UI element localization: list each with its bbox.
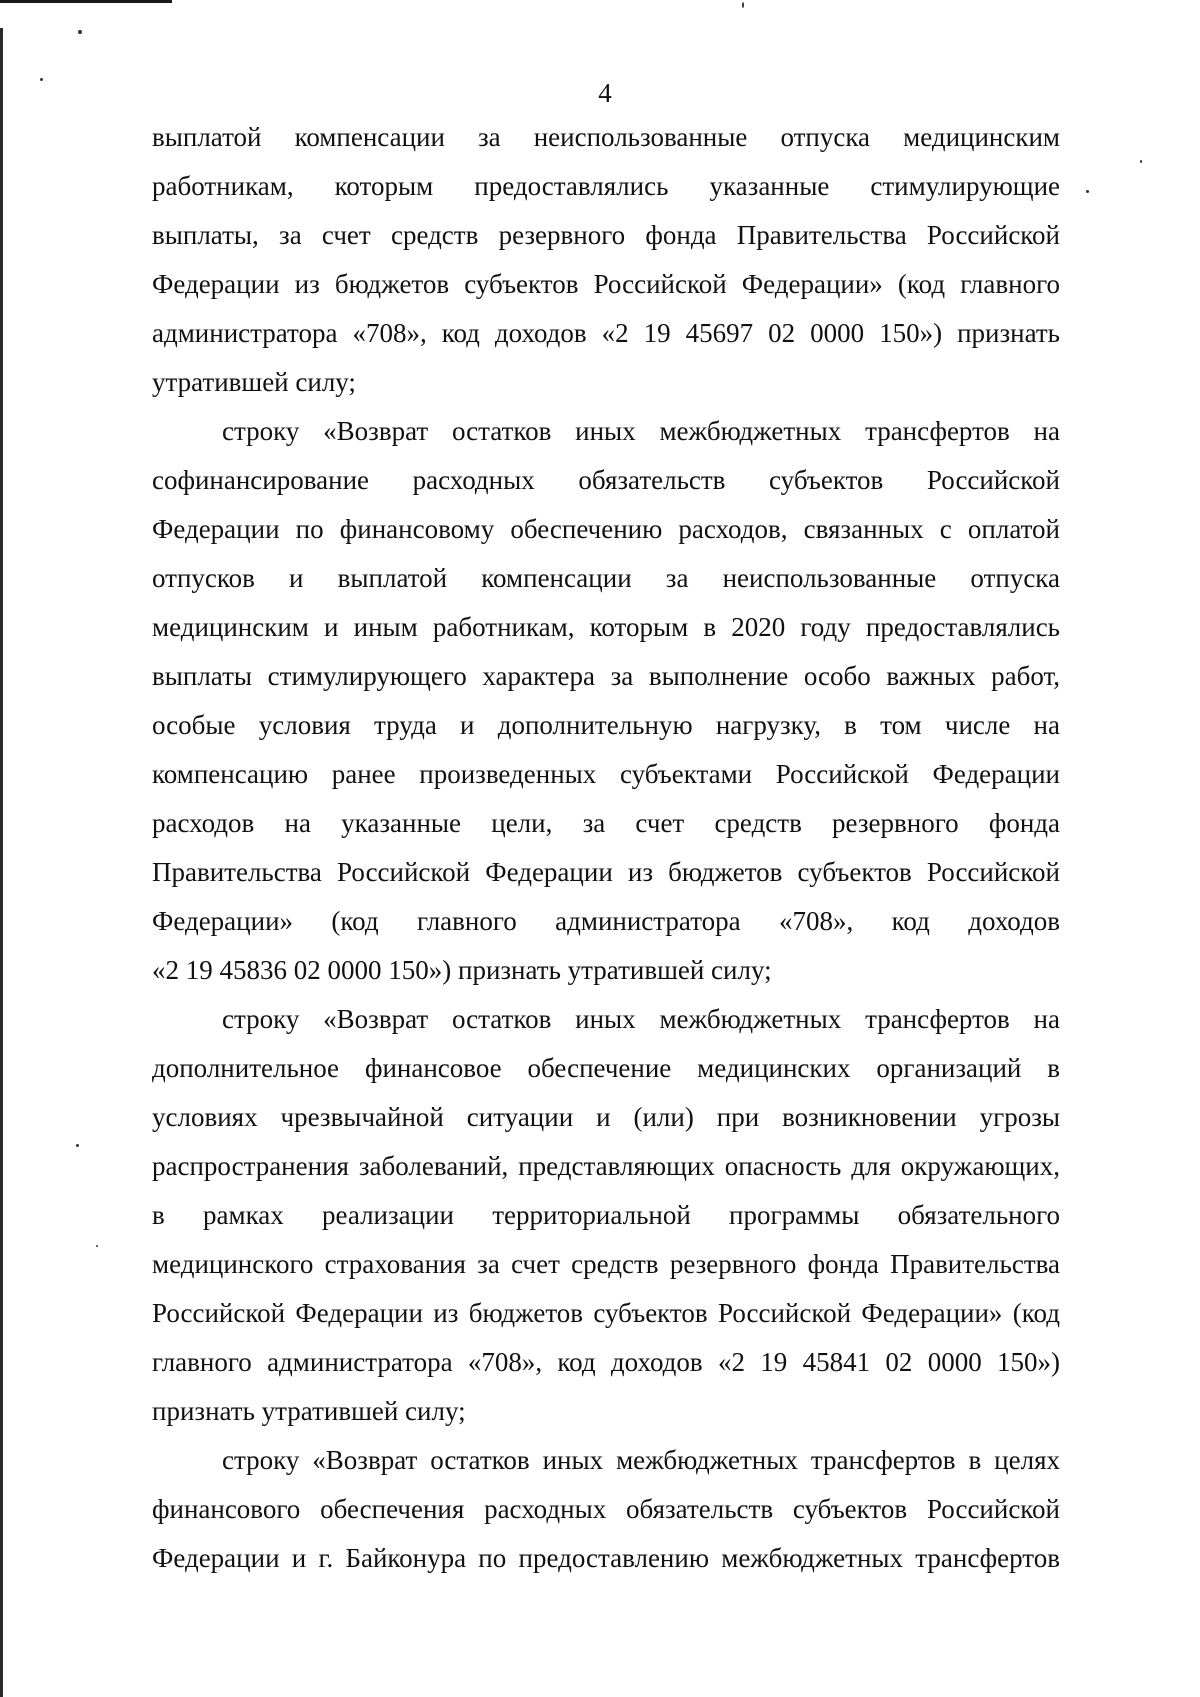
scan-speck — [742, 2, 744, 8]
text-line: Федерации по финансовому обеспечению расходов, связанных с оплатой — [152, 514, 1060, 544]
text-line: выплатой компенсации за неиспользованные отпуска медицинским — [152, 122, 1060, 152]
text-line: в рамках реализации территориальной программы обязательного — [152, 1200, 1060, 1230]
text-line: отпусков и выплатой компенсации за неиспользованные отпуска — [152, 563, 1060, 593]
paragraph-3 — [152, 995, 1060, 1436]
text-line: утратившей силу; — [152, 367, 356, 397]
text-line: администратора «708», код доходов «2 19 45697 02 0000 150») признать — [152, 318, 1060, 348]
text-line: признать утратившей силу; — [152, 1396, 466, 1426]
paragraph-1 — [152, 113, 1060, 407]
paragraph-2 — [152, 407, 1060, 995]
scan-speck — [78, 30, 82, 34]
text-line: строку «Возврат остатков иных межбюджетных трансфертов на — [222, 416, 1060, 446]
document-body — [152, 113, 1060, 1583]
text-line: расходов на указанные цели, за счет средств резервного фонда — [152, 808, 1060, 838]
text-line: строку «Возврат остатков иных межбюджетных трансфертов на — [222, 1004, 1060, 1034]
text-line: строку «Возврат остатков иных межбюджетных трансфертов в целях — [222, 1445, 1060, 1475]
scan-edge-left — [0, 28, 3, 1697]
text-line: «2 19 45836 02 0000 150») признать утратившей силу; — [152, 955, 772, 985]
text-line: финансового обеспечения расходных обязательств субъектов Российской — [152, 1494, 1060, 1524]
text-line: дополнительное финансовое обеспечение медицинских организаций в — [152, 1053, 1060, 1083]
scan-edge-top — [0, 0, 172, 3]
text-line: главного администратора «708», код доходов «2 19 45841 02 0000 150») — [152, 1347, 1060, 1377]
scan-speck — [96, 1245, 98, 1247]
text-line: выплаты стимулирующего характера за выполнение особо важных работ, — [152, 661, 1060, 691]
text-line: медицинского страхования за счет средств резервного фонда Правительства — [152, 1249, 1060, 1279]
text-line: Российской Федерации из бюджетов субъектов Российской Федерации» (код — [152, 1298, 1060, 1328]
text-line: компенсацию ранее произведенных субъектами Российской Федерации — [152, 759, 1060, 789]
scan-speck — [1086, 190, 1089, 193]
text-line: Федерации из бюджетов субъектов Российской Федерации» (код главного — [152, 269, 1060, 299]
text-line: Правительства Российской Федерации из бюджетов субъектов Российской — [152, 857, 1060, 887]
page-number: 4 — [598, 78, 612, 108]
scan-speck — [76, 1144, 79, 1147]
text-line: медицинским и иным работникам, которым в 2020 году предоставлялись — [152, 612, 1060, 642]
paragraph-4 — [152, 1436, 1060, 1583]
text-line: распространения заболеваний, представляющих опасность для окружающих, — [152, 1151, 1060, 1181]
scan-speck — [1140, 160, 1142, 163]
text-line: особые условия труда и дополнительную нагрузку, в том числе на — [152, 710, 1060, 740]
text-line: условиях чрезвычайной ситуации и (или) при возникновении угрозы — [152, 1102, 1060, 1132]
text-line: Федерации и г. Байконура по предоставлению межбюджетных трансфертов — [152, 1543, 1060, 1573]
text-line: софинансирование расходных обязательств субъектов Российской — [152, 465, 1060, 495]
text-line: Федерации» (код главного администратора «708», код доходов — [152, 906, 1060, 936]
text-line: работникам, которым предоставлялись указанные стимулирующие — [152, 171, 1060, 201]
text-line: выплаты, за счет средств резервного фонда Правительства Российской — [152, 220, 1060, 250]
